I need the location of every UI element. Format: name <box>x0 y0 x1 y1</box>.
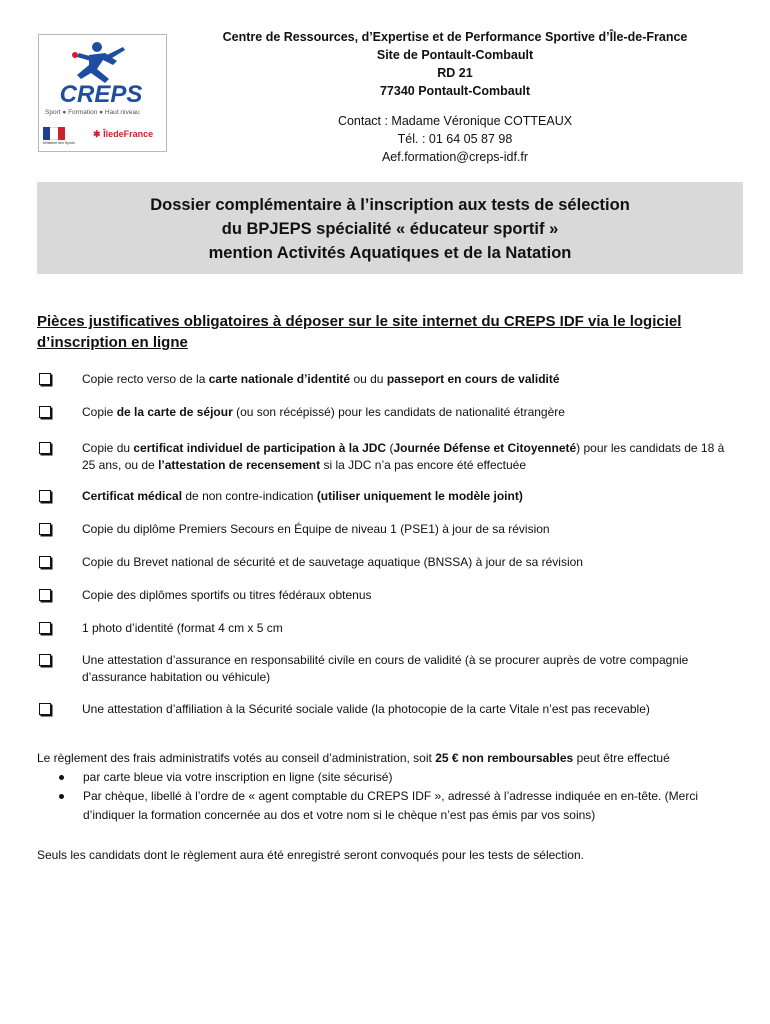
checklist-fragment: ou du <box>350 372 387 386</box>
checklist-fragment: (ou son récépissé) pour les candidats de nationalité étrangère <box>232 405 565 419</box>
athlete-emblem-icon <box>39 35 164 107</box>
checklist-emphasis: l’attestation de recensement <box>158 458 321 472</box>
contact-name: Contact : Madame Véronique COTTEAUX <box>337 114 573 128</box>
contact-email-link[interactable]: Aef.formation@creps-idf.fr <box>381 150 529 164</box>
section-heading <box>37 311 737 353</box>
ministry-label: Ministère des Sports <box>43 141 75 145</box>
section-heading-line-1: Pièces justificatives obligatoires à déposer sur le site internet du CREPS IDF via le logiciel <box>37 313 682 330</box>
checklist-fragment: ) pour les candidats de 18 à 25 ans, ou de <box>82 441 725 472</box>
checkbox-icon <box>39 703 51 715</box>
payment-intro <box>37 749 737 768</box>
checkbox-icon <box>39 654 51 666</box>
title-line-2: du BPJEPS spécialité « éducateur sportif » <box>221 220 559 238</box>
checklist-item-text <box>82 488 737 505</box>
checklist-item-text <box>82 620 737 637</box>
checkbox-icon <box>39 442 51 454</box>
checkbox-icon <box>39 406 51 418</box>
city: 77340 Pontault-Combault <box>379 84 531 98</box>
checklist-item-text <box>82 521 737 538</box>
checklist-item-text <box>82 404 737 421</box>
creps-logo <box>38 34 167 152</box>
section-heading-line-2: d’inscription en ligne <box>37 334 188 351</box>
payment-intro-text: Le règlement des frais administratifs votés au conseil d’administration, soit <box>37 751 436 765</box>
checklist-item-text <box>82 371 737 388</box>
checklist-fragment: Copie du diplôme Premiers Secours en Équipe de niveau 1 (PSE1) à jour de sa révision <box>82 522 550 536</box>
checklist-fragment: Copie <box>82 405 117 419</box>
payment-method-cheque <box>37 787 737 825</box>
contact-phone: Tél. : 01 64 05 87 98 <box>397 132 513 146</box>
payment-method-cheque-text: Par chèque, libellé à l’ordre de « agent comptable du CREPS IDF », adressé à l’adresse indiquée en en-tête. (Merci d’indiquer la formation concernée au dos et votre nom si le chèque n’est pas émis par vos soins) <box>83 789 699 822</box>
checklist-item-text <box>82 440 737 474</box>
checklist-fragment: Copie du <box>82 441 134 455</box>
bullet-icon <box>59 775 64 780</box>
checklist-fragment: ( <box>386 441 394 455</box>
checklist-fragment: Copie recto verso de la <box>82 372 209 386</box>
iledefrance-star-icon: ✱ <box>93 129 101 139</box>
closing-note: Seuls les candidats dont le règlement aura été enregistré seront convoqués pour les tests de sélection. <box>37 848 584 862</box>
checklist-emphasis: de la carte de séjour <box>116 405 233 419</box>
payment-methods <box>37 768 737 825</box>
checkbox-icon <box>39 622 51 634</box>
checklist-item-text <box>82 701 737 718</box>
checklist-emphasis: (utiliser uniquement le modèle joint) <box>316 489 523 503</box>
partner-logos <box>39 121 164 149</box>
checkbox-icon <box>39 556 51 568</box>
header-address <box>185 28 725 166</box>
title-line-1: Dossier complémentaire à l’inscription aux tests de sélection <box>150 196 630 214</box>
payment-method-card <box>37 768 737 787</box>
road: RD 21 <box>437 66 473 80</box>
checklist-fragment: 1 photo d’identité (format 4 cm x 5 cm <box>82 621 283 635</box>
logo-tagline: Sport ● Formation ● Haut niveau <box>45 109 140 116</box>
document-title <box>37 182 743 274</box>
checkbox-icon <box>39 490 51 502</box>
republique-flag-icon <box>43 127 65 140</box>
checklist-fragment: si la JDC n’a pas encore été effectuée <box>320 458 527 472</box>
logo-wordmark: CREPS <box>59 81 143 107</box>
checklist-emphasis: Journée Défense et Citoyenneté <box>393 441 577 455</box>
bullet-icon <box>59 794 64 799</box>
payment-section <box>37 749 737 825</box>
checklist-fragment: Copie du Brevet national de sécurité et de sauvetage aquatique (BNSSA) à jour de sa révision <box>82 555 583 569</box>
checklist-emphasis: carte nationale d’identité <box>208 372 351 386</box>
title-line-3: mention Activités Aquatiques et de la Natation <box>208 244 572 262</box>
payment-method-card-text: par carte bleue via votre inscription en ligne (site sécurisé) <box>83 770 393 784</box>
checklist-fragment: Une attestation d’assurance en responsabilité civile en cours de validité (à se procurer auprès de votre compagnie d’assurance habitation ou véhicule) <box>82 653 689 684</box>
checklist-item-text <box>82 587 737 604</box>
checkbox-icon <box>39 589 51 601</box>
site-name: Site de Pontault-Combault <box>376 48 534 62</box>
checkbox-icon <box>39 523 51 535</box>
checklist-fragment: Copie des diplômes sportifs ou titres fédéraux obtenus <box>82 588 372 602</box>
checklist-emphasis: certificat individuel de participation à la JDC <box>133 441 387 455</box>
checklist-item-text <box>82 652 737 686</box>
checklist-fragment: Une attestation d’affiliation à la Sécurité sociale valide (la photocopie de la carte Vitale n’est pas recevable) <box>82 702 650 716</box>
checkbox-icon <box>39 373 51 385</box>
checklist-emphasis: Certificat médical <box>82 489 183 503</box>
iledefrance-logo <box>93 129 153 140</box>
payment-intro-end: peut être effectué <box>573 751 670 765</box>
org-name: Centre de Ressources, d’Expertise et de Performance Sportive d’Île-de-France <box>222 30 688 44</box>
checklist-emphasis: passeport en cours de validité <box>386 372 560 386</box>
checklist-item-text <box>82 554 737 571</box>
iledefrance-label: ÎledeFrance <box>103 129 154 139</box>
checklist-fragment: de non contre-indication <box>182 489 317 503</box>
payment-amount: 25 € non remboursables <box>435 751 574 765</box>
